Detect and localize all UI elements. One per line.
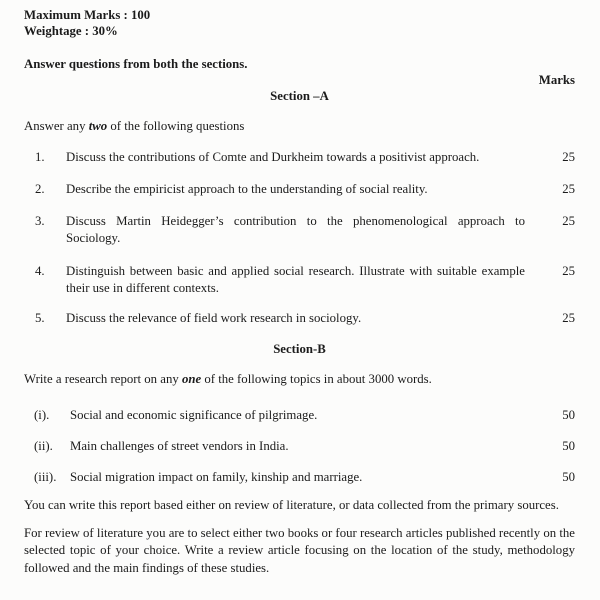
question-marks: 25 [562, 149, 575, 164]
topic-number: (iii). [34, 469, 57, 484]
section-a-instruction [24, 118, 575, 136]
question-text: Describe the empiricist approach to the understanding of social reality. [66, 182, 428, 196]
question-number: 4. [35, 263, 45, 278]
question-text: Distinguish between basic and applied social research. Illustrate with suitable example their use in different contexts. [66, 263, 525, 295]
question-number: 2. [35, 182, 45, 196]
topic-number: (i). [34, 407, 50, 422]
topic-marks: 50 [562, 407, 575, 422]
question-number: 3. [35, 213, 45, 228]
general-instruction: Answer questions from both the sections. [24, 57, 248, 71]
question-text: Discuss the relevance of field work research in sociology. [66, 310, 362, 325]
question-marks: 25 [562, 213, 575, 228]
question-row [24, 213, 575, 248]
topic-text: Main challenges of street vendors in India. [70, 439, 289, 453]
topic-text: Social migration impact on family, kinship and marriage. [70, 469, 363, 484]
section-b-instruction [24, 371, 575, 389]
section-a-title: Section –A [270, 89, 329, 103]
section-b-title: Section-B [273, 342, 326, 356]
question-number: 1. [35, 149, 45, 164]
question-text: Discuss the contributions of Comte and Durkheim towards a positivist approach. [66, 149, 480, 164]
question-row [24, 149, 575, 167]
topic-row [24, 407, 575, 425]
question-marks: 25 [562, 182, 575, 196]
question-marks: 25 [562, 310, 575, 325]
topic-row [24, 469, 575, 487]
topic-number: (ii). [34, 439, 53, 453]
topic-marks: 50 [562, 439, 575, 453]
question-row [24, 263, 575, 298]
section-a-instruction-prefix: Answer any [24, 119, 89, 133]
section-b-instruction-suffix: of the following topics in about 3000 words. [201, 372, 432, 386]
section-a-instruction-suffix: of the following questions [107, 119, 245, 133]
topic-row [24, 438, 575, 456]
review-of-literature-note: For review of literature you are to select either two books or four research articles published recently on the selected topic of your choice. Write a review article focusing on the location of the study, methodology followed and the main findings of these studies. [24, 525, 575, 575]
section-a-instruction-emphasis: two [88, 119, 108, 133]
question-marks: 25 [562, 263, 575, 278]
topic-text: Social and economic significance of pilgrimage. [70, 407, 318, 422]
topic-marks: 50 [562, 469, 575, 484]
question-row [24, 310, 575, 328]
weightage-line: Weightage : 30% [24, 24, 118, 38]
question-number: 5. [35, 310, 45, 325]
section-b-instruction-prefix: Write a research report on any [24, 372, 182, 386]
section-b-instruction-emphasis: one [181, 372, 202, 386]
maximum-marks-line: Maximum Marks : 100 [24, 8, 151, 22]
question-text: Discuss Martin Heidegger’s contribution to the phenomenological approach to Sociology. [66, 213, 525, 245]
question-row [24, 181, 575, 199]
marks-column-header: Marks [538, 73, 575, 87]
report-basis-note: You can write this report based either on review of literature, or data collected from the primary sources. [24, 498, 559, 512]
